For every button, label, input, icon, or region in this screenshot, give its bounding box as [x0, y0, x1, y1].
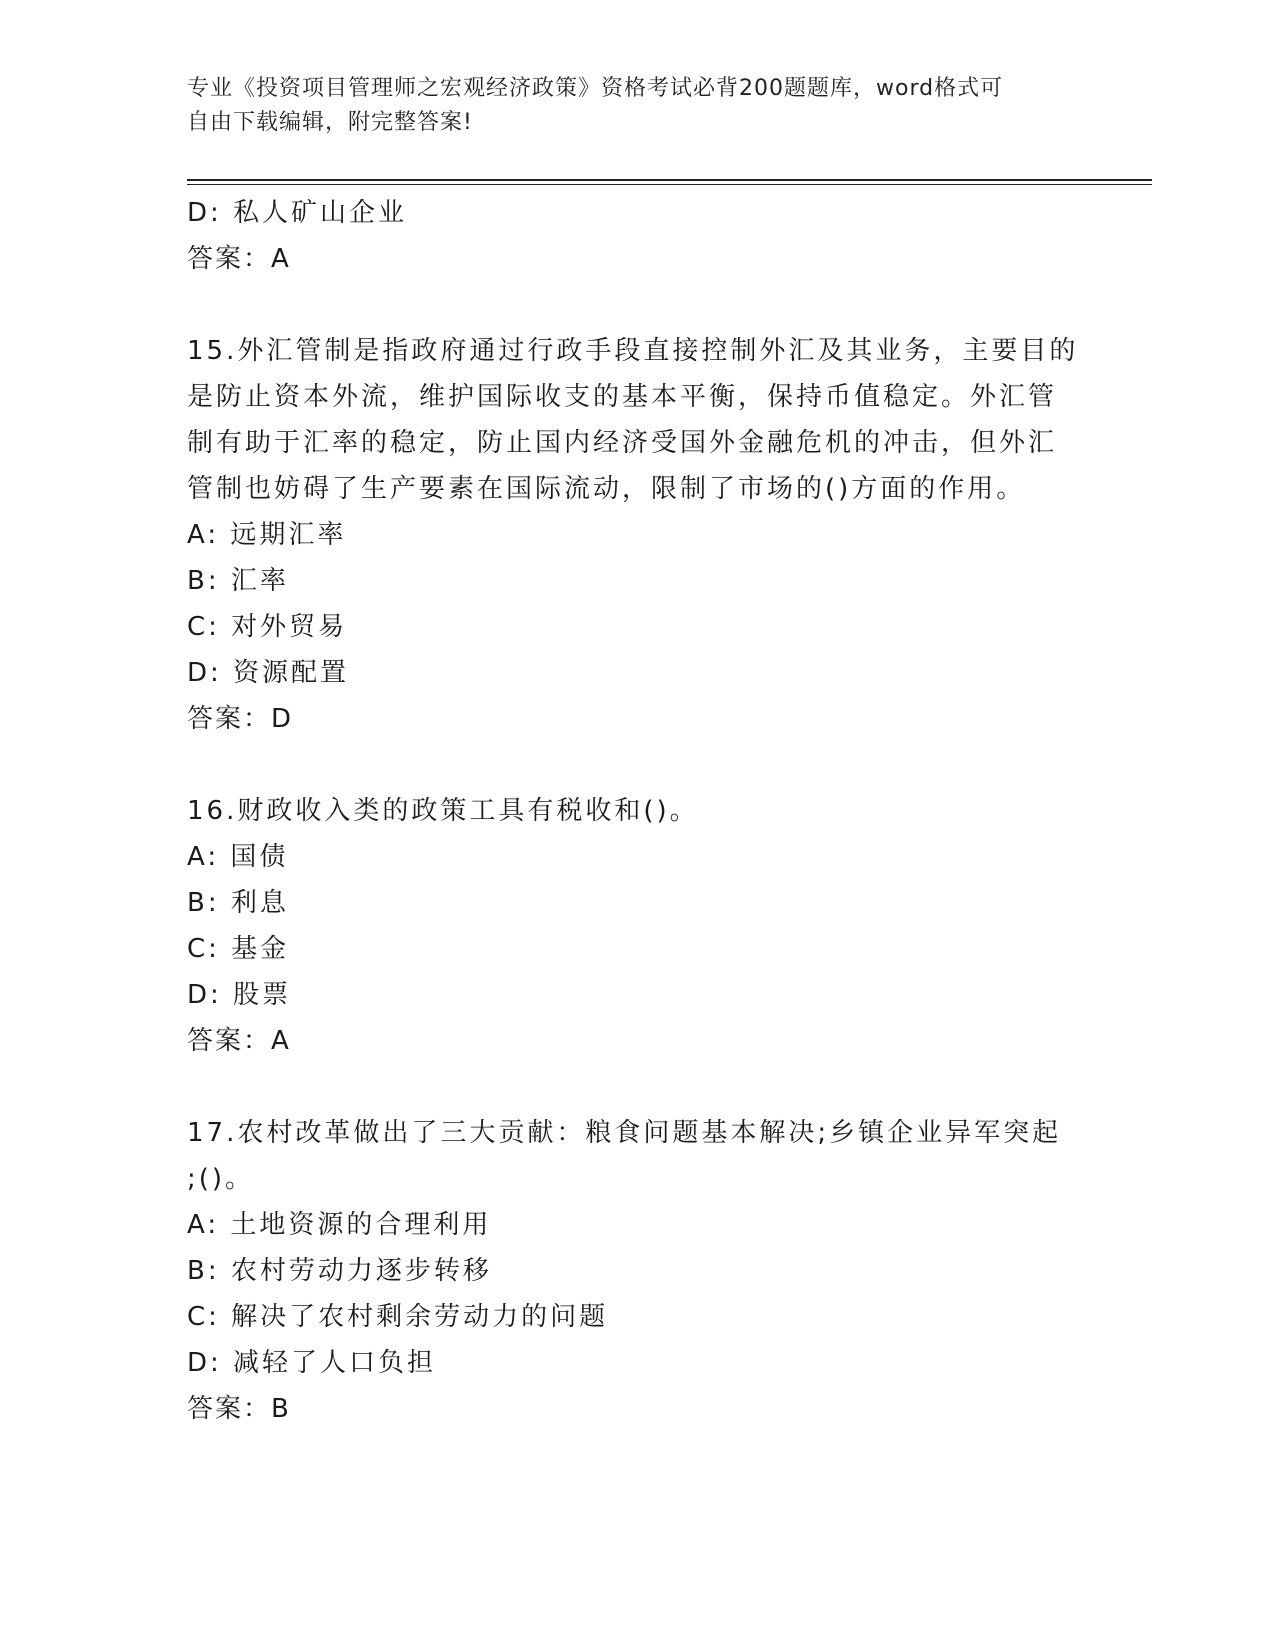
question-16-option-a: A: 国债	[187, 842, 289, 872]
question-17-answer: 答案：B	[187, 1394, 291, 1424]
question-15-option-a: A: 远期汇率	[187, 520, 347, 550]
question-17-option-b: B: 农村劳动力逐步转移	[187, 1256, 492, 1286]
question-16-option-d: D: 股票	[187, 980, 292, 1010]
header-rule-thin	[187, 184, 1152, 185]
header-line-2: 自由下载编辑，附完整答案!	[187, 110, 473, 135]
question-16-answer: 答案：A	[187, 1026, 291, 1056]
question-17-option-a: A: 土地资源的合理利用	[187, 1210, 492, 1240]
question-15-text: 15.外汇管制是指政府通过行政手段直接控制外汇及其业务，主要目的 是防止资本外流，维护国际收支的基本平衡，保持币值稳定。外汇管 制有助于汇率的稳定，防止国内经济受国外金融危机的冲击，但外汇 管制也妨碍了生产要素在国际流动，限制了市场的()方面的作用。	[187, 336, 1079, 504]
spacer	[187, 1064, 1087, 1110]
spacer	[187, 742, 1087, 788]
prev-option-d: D: 私人矿山企业	[187, 198, 408, 228]
question-17-text: 17.农村改革做出了三大贡献：粮食问题基本解决;乡镇企业异军突起 ;()。	[187, 1118, 1062, 1194]
question-16-option-b: B: 利息	[187, 888, 289, 918]
question-15-option-d: D: 资源配置	[187, 658, 350, 688]
question-16	[187, 788, 1087, 1064]
header-rule-thick	[187, 179, 1152, 181]
question-17-option-c: C: 解决了农村剩余劳动力的问题	[187, 1302, 609, 1332]
question-17-option-d: D: 减轻了人口负担	[187, 1348, 437, 1378]
question-15-answer: 答案：D	[187, 704, 294, 734]
question-15-option-b: B: 汇率	[187, 566, 289, 596]
question-15	[187, 328, 1087, 742]
question-16-text: 16.财政收入类的政策工具有税收和()。	[187, 796, 699, 826]
page-header	[187, 72, 1087, 140]
question-15-option-c: C: 对外贸易	[187, 612, 348, 642]
question-16-option-c: C: 基金	[187, 934, 290, 964]
question-17	[187, 1110, 1087, 1432]
prev-answer: 答案：A	[187, 244, 291, 274]
spacer	[187, 282, 1087, 328]
question-body	[187, 190, 1087, 1432]
header-line-1: 专业《投资项目管理师之宏观经济政策》资格考试必背200题题库，word格式可	[187, 76, 1004, 101]
